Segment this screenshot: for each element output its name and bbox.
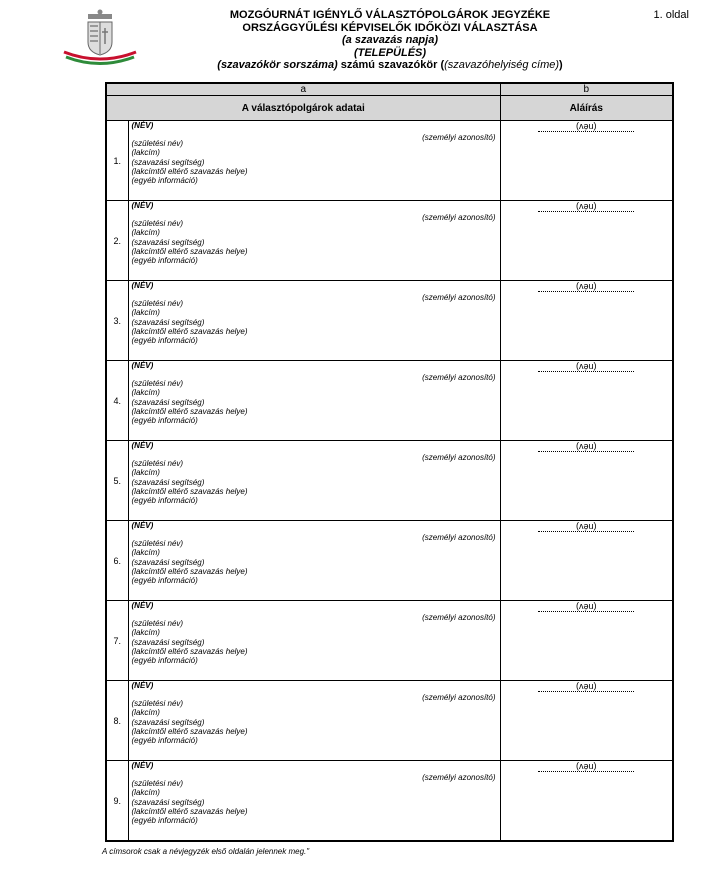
voter-personal-id: (személyi azonosító) (422, 533, 496, 542)
column-a-letter: a (106, 83, 500, 96)
voter-personal-id: (személyi azonosító) (422, 453, 496, 462)
signature-line (538, 211, 634, 212)
header-line-2: ORSZÁGGYŰLÉSI KÉPVISELŐK IDŐKÖZI VÁLASZTÁSA (242, 21, 538, 34)
voter-other-info: (egyéb információ) (131, 736, 198, 746)
voter-data-cell (128, 281, 500, 361)
header-line-3: (a szavazás napja) (342, 34, 438, 46)
voter-personal-id: (személyi azonosító) (422, 613, 496, 622)
voter-data-cell (128, 521, 500, 601)
voter-birth-name: (születési név) (131, 379, 184, 389)
voter-alt-location: (lakcímtől eltérő szavazás helye) (131, 326, 248, 336)
voter-personal-id: (személyi azonosító) (422, 213, 496, 222)
row-number: 1. (106, 121, 128, 201)
signature-cell (500, 201, 673, 281)
voter-birth-name: (születési név) (131, 699, 184, 709)
signature-heading: Aláírás (500, 96, 673, 121)
header-district-number: (szavazókör sorszáma) (217, 59, 338, 71)
voter-alt-location: (lakcímtől eltérő szavazás helye) (131, 166, 248, 176)
voter-data-cell (128, 441, 500, 521)
row-number: 7. (106, 601, 128, 681)
voter-birth-name: (születési név) (131, 139, 184, 149)
footnote: A címsorok csak a névjegyzék első oldalán jelennek meg." (102, 847, 310, 856)
voter-address: (lakcím) (131, 148, 160, 158)
voter-data-cell (128, 121, 500, 201)
table-row (106, 601, 673, 681)
signature-label-text: (név) (575, 522, 597, 532)
signature-line (538, 771, 634, 772)
voter-birth-name: (születési név) (131, 539, 184, 549)
signature-line (538, 451, 634, 452)
signature-line (538, 371, 634, 372)
table-row (106, 121, 673, 201)
signature-cell (500, 281, 673, 361)
signature-label-text: (név) (575, 682, 597, 692)
header-close-paren: ) (559, 59, 563, 71)
table-row (106, 361, 673, 441)
voter-alt-location: (lakcímtől eltérő szavazás helye) (131, 246, 248, 256)
row-number: 3. (106, 281, 128, 361)
voter-assistance: (szavazási segítség) (131, 317, 205, 327)
signature-label-text: (név) (575, 762, 597, 772)
hungarian-coat-of-arms-logo (60, 8, 140, 70)
voter-other-info: (egyéb információ) (131, 816, 198, 826)
voter-birth-name: (születési név) (131, 779, 184, 789)
voter-personal-id: (személyi azonosító) (422, 773, 496, 782)
voter-assistance: (szavazási segítség) (131, 397, 205, 407)
table-row (106, 441, 673, 521)
voter-address: (lakcím) (131, 308, 160, 318)
voter-alt-location: (lakcímtől eltérő szavazás helye) (131, 726, 248, 736)
signature-cell (500, 761, 673, 842)
voter-address: (lakcím) (131, 548, 160, 558)
voter-alt-location: (lakcímtől eltérő szavazás helye) (131, 566, 248, 576)
voter-list-table (105, 82, 674, 842)
voter-data-cell (128, 761, 500, 842)
signature-line (538, 531, 634, 532)
row-number: 6. (106, 521, 128, 601)
row-number: 8. (106, 681, 128, 761)
voter-other-info: (egyéb információ) (131, 256, 198, 266)
voter-alt-location: (lakcímtől eltérő szavazás helye) (131, 486, 248, 496)
header-line-5 (180, 59, 600, 72)
voter-address: (lakcím) (131, 708, 160, 718)
voter-name: (NÉV) (131, 761, 154, 770)
voter-other-info: (egyéb információ) (131, 176, 198, 186)
voter-data-cell (128, 601, 500, 681)
voter-other-info: (egyéb információ) (131, 576, 198, 586)
table-row (106, 681, 673, 761)
voter-address: (lakcím) (131, 628, 160, 638)
voter-data-cell (128, 681, 500, 761)
table-row (106, 761, 673, 842)
voter-alt-location: (lakcímtől eltérő szavazás helye) (131, 806, 248, 816)
voter-name: (NÉV) (131, 681, 154, 690)
voter-alt-location: (lakcímtől eltérő szavazás helye) (131, 646, 248, 656)
voter-address: (lakcím) (131, 228, 160, 238)
voter-assistance: (szavazási segítség) (131, 237, 205, 247)
signature-label-text: (név) (575, 122, 597, 132)
voter-name: (NÉV) (131, 281, 154, 290)
voter-other-info: (egyéb információ) (131, 496, 198, 506)
header-polling-address: (szavazóhelyiség címe) (444, 59, 560, 71)
voter-name: (NÉV) (131, 201, 154, 210)
table-row (106, 281, 673, 361)
header-line-4: (TELEPÜLÉS) (353, 46, 427, 59)
column-b-letter: b (500, 83, 673, 96)
voter-personal-id: (személyi azonosító) (422, 293, 496, 302)
signature-line (538, 691, 634, 692)
voter-birth-name: (születési név) (131, 619, 184, 629)
voter-birth-name: (születési név) (131, 459, 184, 469)
voter-name: (NÉV) (131, 601, 154, 610)
voter-other-info: (egyéb információ) (131, 416, 198, 426)
voter-address: (lakcím) (131, 388, 160, 398)
row-number: 4. (106, 361, 128, 441)
signature-label-text: (név) (575, 602, 597, 612)
voter-other-info: (egyéb információ) (131, 336, 198, 346)
page-number: 1. oldal (653, 9, 689, 21)
signature-label-text: (név) (575, 442, 597, 452)
signature-line (538, 131, 634, 132)
signature-cell (500, 601, 673, 681)
voter-other-info: (egyéb információ) (131, 656, 198, 666)
signature-cell (500, 121, 673, 201)
voter-alt-location: (lakcímtől eltérő szavazás helye) (131, 406, 248, 416)
voter-name: (NÉV) (131, 361, 154, 370)
voter-address: (lakcím) (131, 788, 160, 798)
signature-label-text: (név) (575, 282, 597, 292)
signature-label-text: (név) (575, 362, 597, 372)
signature-cell (500, 681, 673, 761)
signature-cell (500, 441, 673, 521)
voter-data-cell (128, 201, 500, 281)
row-number: 2. (106, 201, 128, 281)
voter-assistance: (szavazási segítség) (131, 797, 205, 807)
voter-data-heading: A választópolgárok adatai (106, 96, 500, 121)
voter-personal-id: (személyi azonosító) (422, 133, 496, 142)
signature-label-text: (név) (575, 202, 597, 212)
table-row (106, 201, 673, 281)
table-row (106, 521, 673, 601)
voter-assistance: (szavazási segítség) (131, 557, 205, 567)
row-number: 5. (106, 441, 128, 521)
document-header (180, 9, 600, 72)
voter-assistance: (szavazási segítség) (131, 157, 205, 167)
row-number: 9. (106, 761, 128, 842)
column-heading-row (106, 96, 673, 121)
voter-birth-name: (születési név) (131, 219, 184, 229)
voter-birth-name: (születési név) (131, 299, 184, 309)
signature-cell (500, 521, 673, 601)
voter-name: (NÉV) (131, 521, 154, 530)
signature-line (538, 291, 634, 292)
voter-name: (NÉV) (131, 441, 154, 450)
voter-personal-id: (személyi azonosító) (422, 373, 496, 382)
voter-personal-id: (személyi azonosító) (422, 693, 496, 702)
header-district-text: számú szavazókör ( (337, 59, 445, 71)
column-letter-row (106, 83, 673, 96)
voter-assistance: (szavazási segítség) (131, 717, 205, 727)
voter-assistance: (szavazási segítség) (131, 477, 205, 487)
voter-assistance: (szavazási segítség) (131, 637, 205, 647)
signature-cell (500, 361, 673, 441)
header-line-1: MOZGÓURNÁT IGÉNYLŐ VÁLASZTÓPOLGÁROK JEGYZÉKE (229, 9, 551, 21)
voter-data-cell (128, 361, 500, 441)
signature-line (538, 611, 634, 612)
voter-name: (NÉV) (131, 121, 154, 130)
voter-address: (lakcím) (131, 468, 160, 478)
